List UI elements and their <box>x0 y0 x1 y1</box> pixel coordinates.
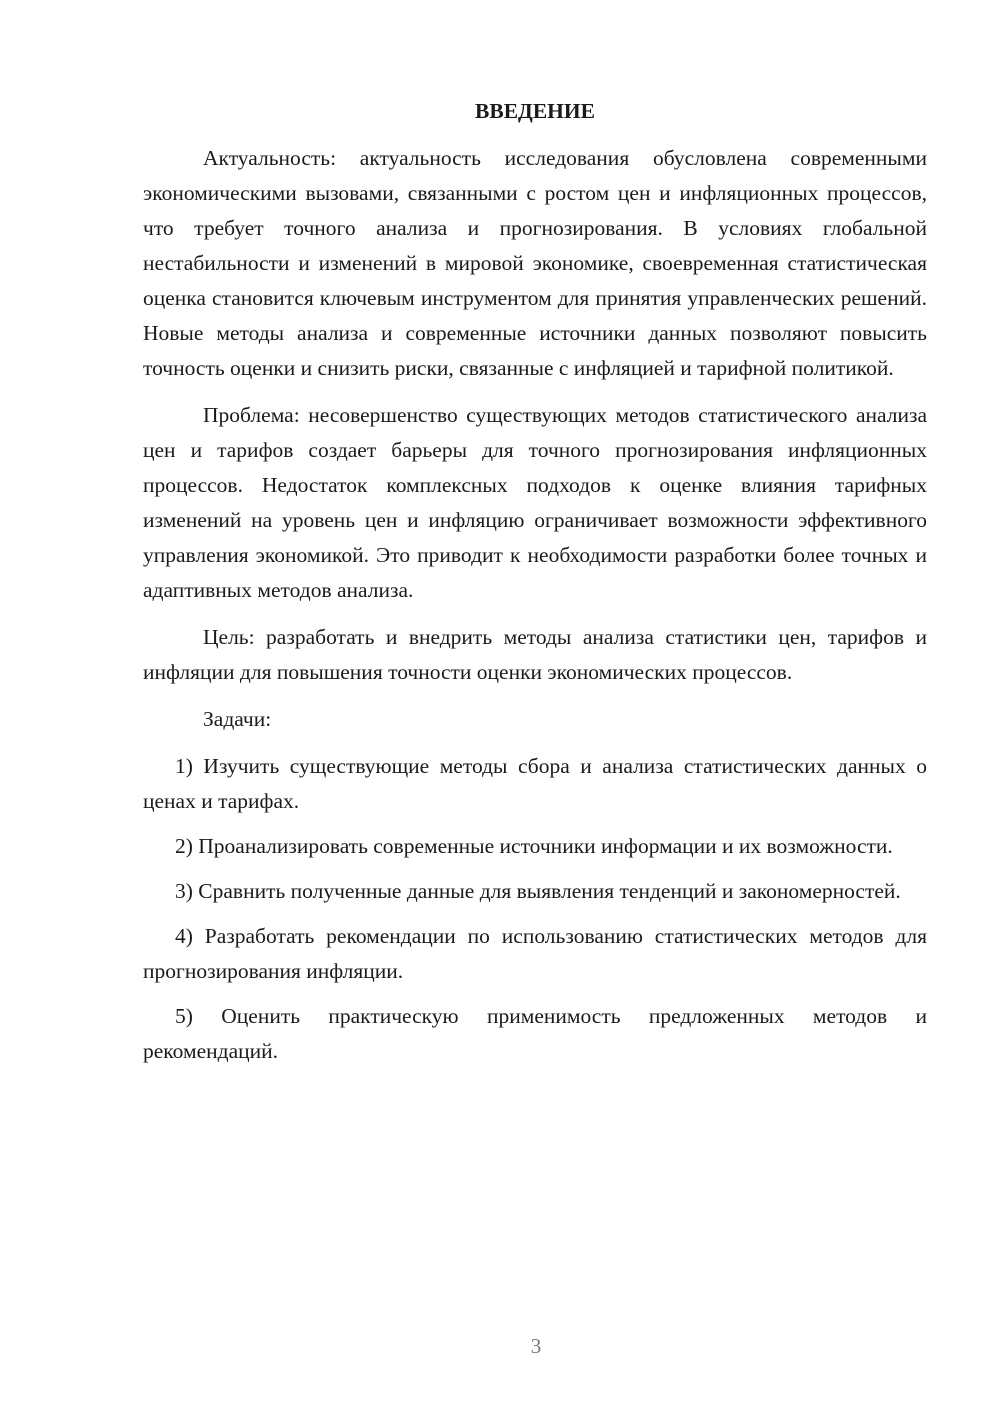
relevance-paragraph: Актуальность: актуальность исследования обусловлена современными экономическими вызовами, связанными с ростом цен и инфляционных процессов, что требует точного анализа и прогнозирования. В условиях глобальной нестабильности и изменений в мировой экономике, своевременная статистическая оценка становится ключевым инструментом для принятия управленческих решений. Новые методы анализа и современные источники данных позволяют повысить точность оценки и снизить риски, связанные с инфляцией и тарифной политикой. <box>143 146 927 380</box>
problem-paragraph: Проблема: несовершенство существующих методов статистического анализа цен и тарифов создает барьеры для точного прогнозирования инфляционных процессов. Недостаток комплексных подходов к оценке влияния тарифных изменений на уровень цен и инфляцию ограничивает возможности эффективного управления экономикой. Это приводит к необходимости разработки более точных и адаптивных методов анализа. <box>143 403 927 602</box>
task-item: 1) Изучить существующие методы сбора и анализа статистических данных о ценах и тарифах. <box>143 754 927 813</box>
page-content <box>143 94 927 1079</box>
task-item: 2) Проанализировать современные источники информации и их возможности. <box>175 834 893 858</box>
page-title: ВВЕДЕНИЕ <box>475 99 595 123</box>
task-item: 5) Оценить практическую применимость предложенных методов и рекомендаций. <box>143 1004 927 1063</box>
page-number: 3 <box>530 1334 542 1358</box>
tasks-list <box>143 749 927 1069</box>
goal-paragraph: Цель: разработать и внедрить методы анализа статистики цен, тарифов и инфляции для повышения точности оценки экономических процессов. <box>143 625 927 684</box>
tasks-label: Задачи: <box>203 707 272 731</box>
task-item: 4) Разработать рекомендации по использованию статистических методов для прогнозирования инфляции. <box>143 924 927 983</box>
task-item: 3) Сравнить полученные данные для выявления тенденций и закономерностей. <box>175 879 901 903</box>
